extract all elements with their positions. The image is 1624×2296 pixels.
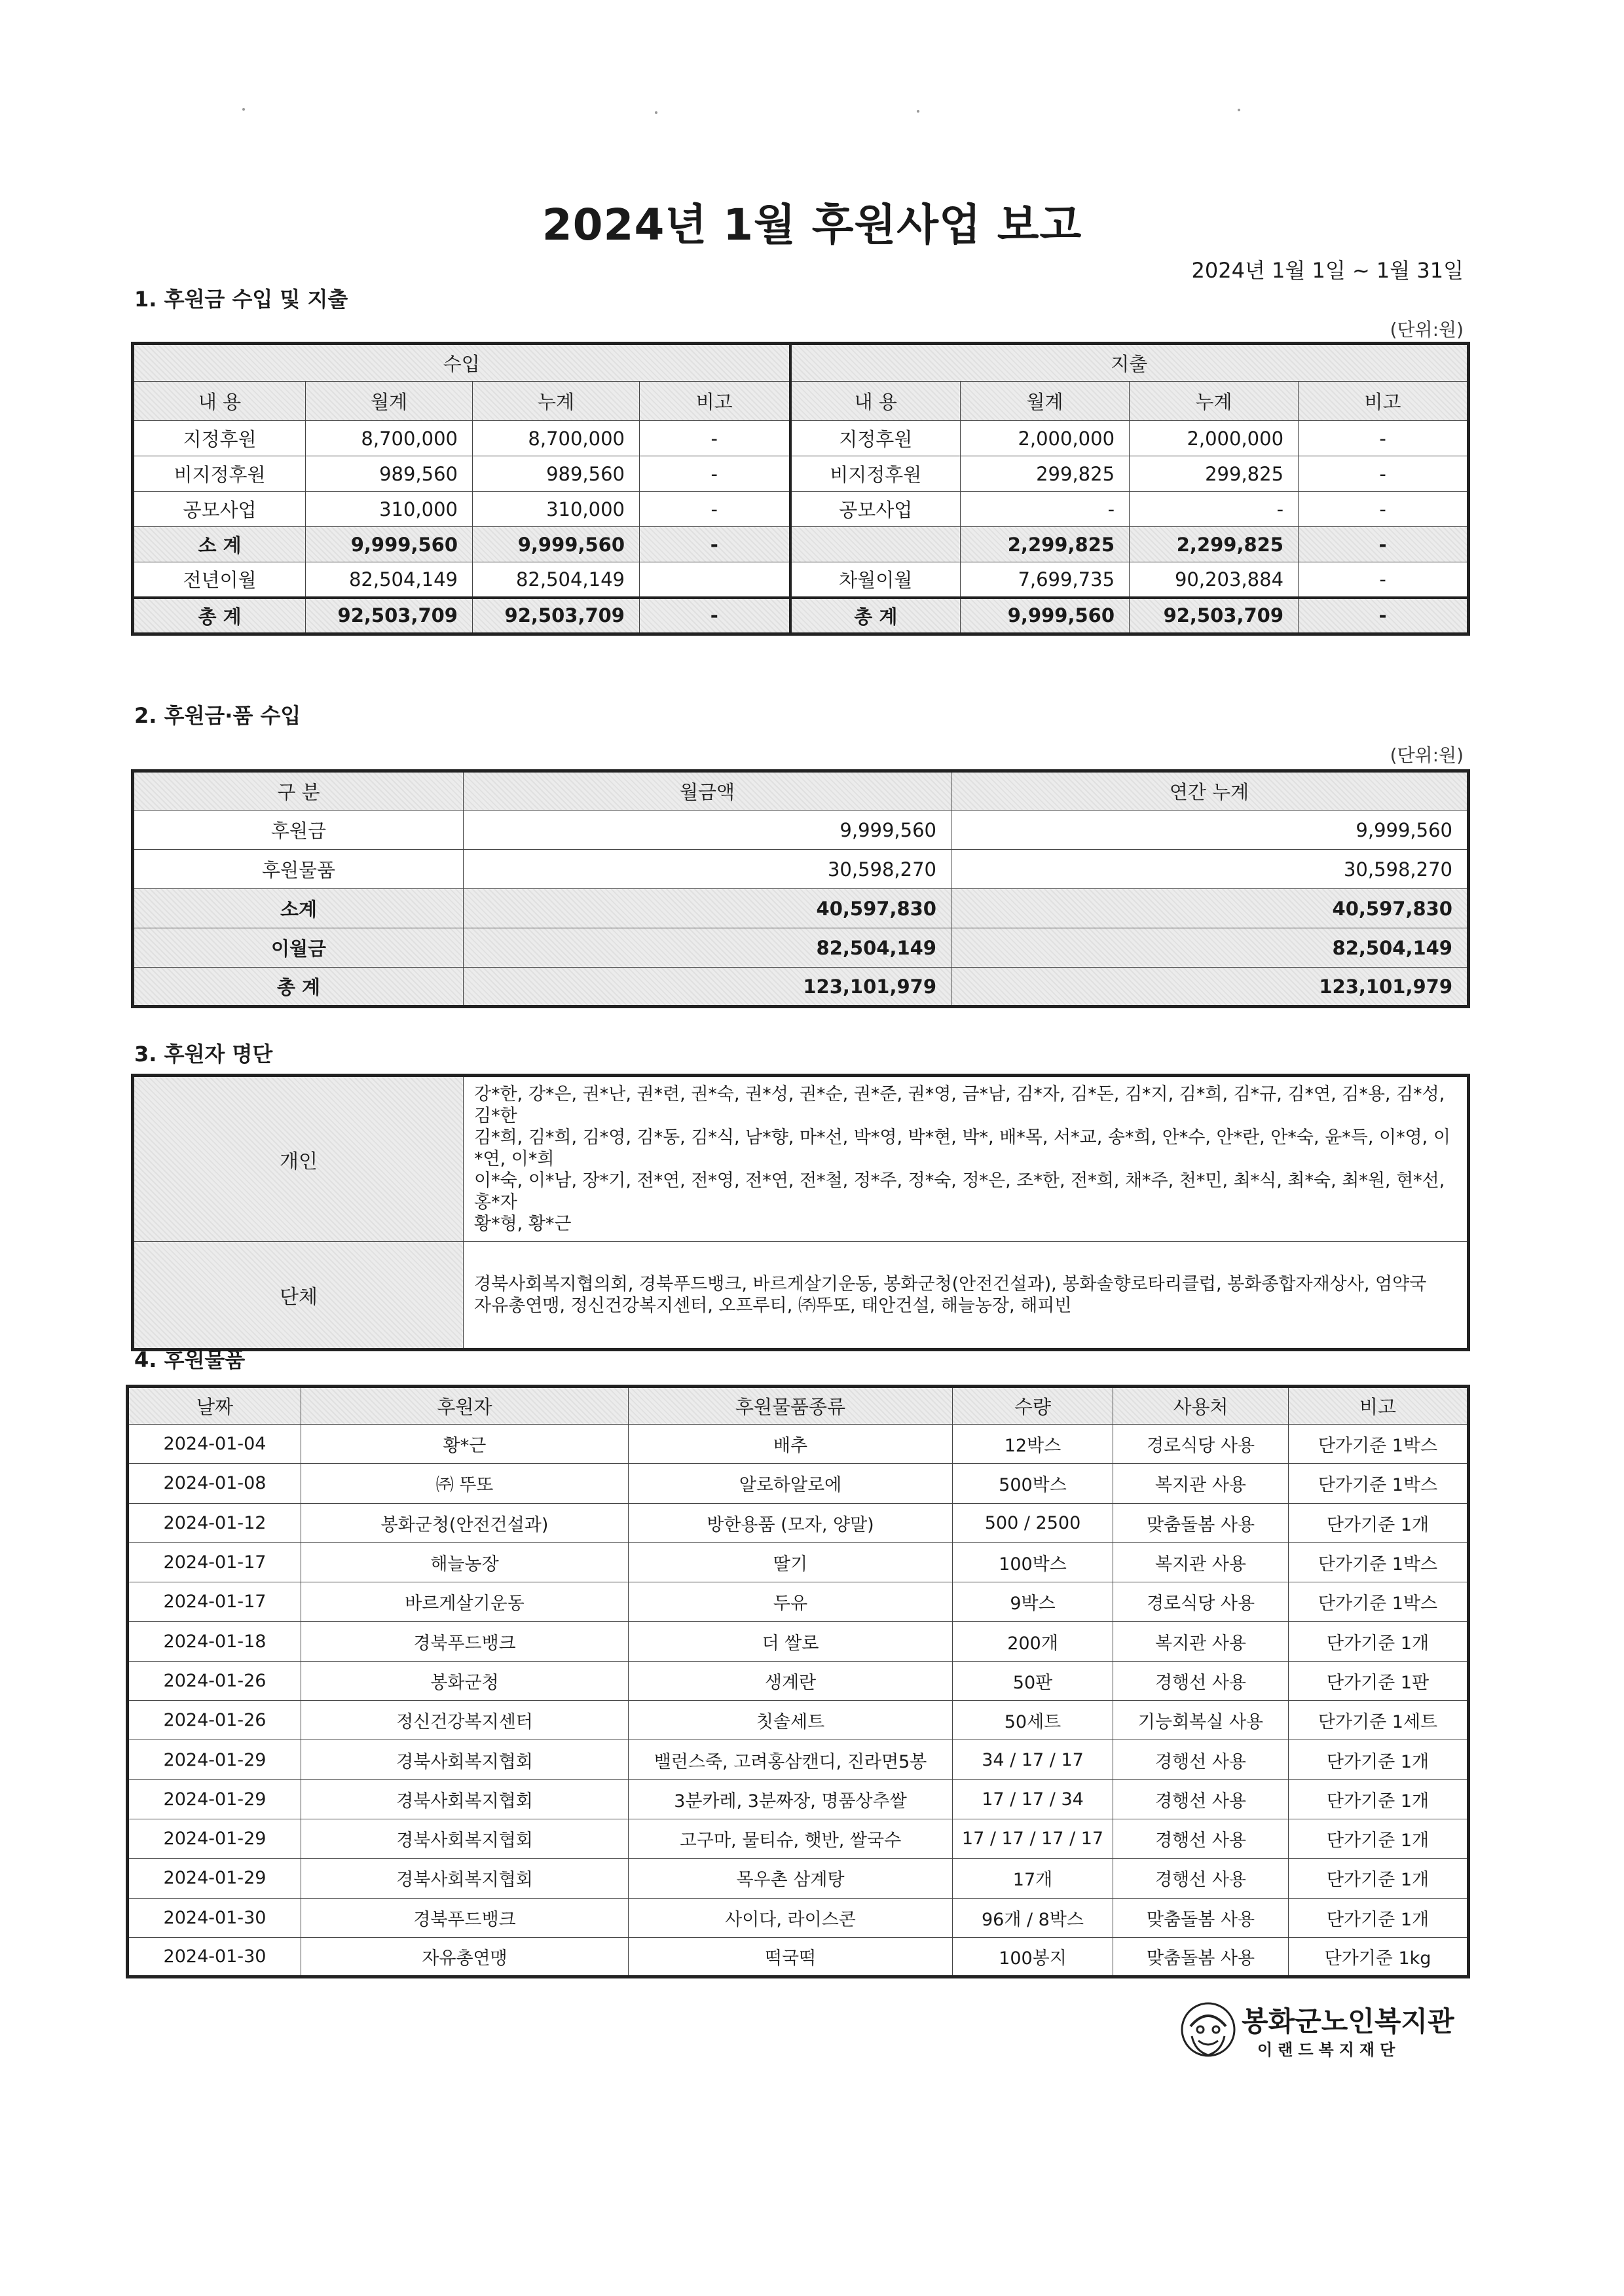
column-header: 월계 <box>961 382 1130 421</box>
table-cell: 공모사업 <box>790 492 961 527</box>
table-cell: 2,299,825 <box>1130 527 1299 562</box>
table-cell: 123,101,979 <box>951 968 1469 1007</box>
table-cell: 떡국떡 <box>629 1937 953 1977</box>
table-cell: 경행선 사용 <box>1113 1661 1289 1700</box>
table-cell: - <box>640 527 790 562</box>
table-cell: 17 / 17 / 17 / 17 <box>953 1819 1113 1858</box>
page-title: 2024년 1월 후원사업 보고 <box>542 200 1082 250</box>
table-cell: 총 계 <box>133 968 464 1007</box>
table-cell: 단가기준 1박스 <box>1289 1425 1469 1464</box>
table-cell: 복지관 사용 <box>1113 1622 1289 1661</box>
table-cell: 299,825 <box>961 456 1130 492</box>
section1-unit: (단위:원) <box>1390 319 1464 340</box>
table-cell: 복지관 사용 <box>1113 1542 1289 1582</box>
column-header: 후원자 <box>301 1387 629 1425</box>
table-cell: - <box>640 421 790 456</box>
table-cell: 황*근 <box>301 1425 629 1464</box>
income-header: 수입 <box>133 344 790 382</box>
individual-names-line: 이*숙, 이*남, 장*기, 전*연, 전*영, 전*연, 전*철, 정*주, 정*숙, 정*은, 조*한, 전*희, 채*주, 천*민, 최*식, 최*숙, 최*원, 현*선, 홍*자 <box>474 1171 1445 1212</box>
table-cell: 9,999,560 <box>464 811 951 850</box>
table-cell: 82,504,149 <box>951 928 1469 968</box>
table-cell: - <box>1299 562 1469 598</box>
table-cell: 50세트 <box>953 1701 1113 1740</box>
table-cell: 2024-01-26 <box>128 1701 301 1740</box>
table-cell: 9,999,560 <box>951 811 1469 850</box>
table-cell: 단가기준 1개 <box>1289 1622 1469 1661</box>
table-row <box>128 1542 1469 1582</box>
table-cell: - <box>961 492 1130 527</box>
table-cell: 총 계 <box>133 598 306 634</box>
table-cell: 정신건강복지센터 <box>301 1701 629 1740</box>
group-label: 단체 <box>133 1242 464 1350</box>
scan-speck <box>917 110 919 113</box>
table-cell: 299,825 <box>1130 456 1299 492</box>
table-row <box>133 562 1469 598</box>
column-header: 구 분 <box>133 771 464 811</box>
table-cell: 목우촌 삼계탕 <box>629 1859 953 1898</box>
table-cell: 2024-01-17 <box>128 1582 301 1622</box>
table-cell <box>790 527 961 562</box>
table-row <box>133 850 1469 889</box>
table-cell: 9,999,560 <box>961 598 1130 634</box>
table-cell: 소 계 <box>133 527 306 562</box>
column-header: 비고 <box>1289 1387 1469 1425</box>
table-cell: 경로식당 사용 <box>1113 1425 1289 1464</box>
table-cell: 2,000,000 <box>961 421 1130 456</box>
table-cell: 경북푸드뱅크 <box>301 1898 629 1937</box>
table-row <box>128 1503 1469 1542</box>
table-cell: 9,999,560 <box>473 527 640 562</box>
table-cell: 17 / 17 / 34 <box>953 1779 1113 1819</box>
table-cell: 2024-01-17 <box>128 1542 301 1582</box>
table-cell: 30,598,270 <box>951 850 1469 889</box>
table-cell: 100봉지 <box>953 1937 1113 1977</box>
group-names <box>464 1242 1469 1350</box>
organization-logo <box>1179 2000 1473 2059</box>
logo-subtitle: 이랜드복지재단 <box>1257 2041 1401 2059</box>
table-row <box>128 1425 1469 1464</box>
table-row <box>128 1819 1469 1858</box>
section4-title: 4. 후원물품 <box>134 1347 246 1372</box>
table-cell: 8,700,000 <box>306 421 473 456</box>
table-cell: 비지정후원 <box>790 456 961 492</box>
table-cell: 단가기준 1박스 <box>1289 1542 1469 1582</box>
table-cell: - <box>1299 492 1469 527</box>
table-cell: 경행선 사용 <box>1113 1819 1289 1858</box>
table-cell: 맞춤돌봄 사용 <box>1113 1898 1289 1937</box>
table-cell: 밸런스죽, 고려홍삼캔디, 진라면5봉 <box>629 1740 953 1779</box>
table-cell: 200개 <box>953 1622 1113 1661</box>
column-header: 후원물품종류 <box>629 1387 953 1425</box>
table-cell: 두유 <box>629 1582 953 1622</box>
table-row <box>128 1779 1469 1819</box>
table-cell: - <box>1299 527 1469 562</box>
table-cell: 2024-01-29 <box>128 1819 301 1858</box>
section2-title: 2. 후원금·품 수입 <box>134 703 301 728</box>
table-cell: - <box>1299 456 1469 492</box>
table-row <box>133 811 1469 850</box>
table-cell: 82,504,149 <box>306 562 473 598</box>
table-cell: 9박스 <box>953 1582 1113 1622</box>
table-cell: 96개 / 8박스 <box>953 1898 1113 1937</box>
table-cell: 92,503,709 <box>473 598 640 634</box>
table-cell: - <box>1130 492 1299 527</box>
table-cell: 2024-01-29 <box>128 1740 301 1779</box>
table-cell <box>640 562 790 598</box>
table-row <box>128 1937 1469 1977</box>
table-cell: 2024-01-30 <box>128 1937 301 1977</box>
table-cell: 총 계 <box>790 598 961 634</box>
table-cell: 3분카레, 3분짜장, 명품상추쌀 <box>629 1779 953 1819</box>
table-cell: 90,203,884 <box>1130 562 1299 598</box>
column-header: 날짜 <box>128 1387 301 1425</box>
donor-list-table <box>131 1074 1470 1351</box>
table-cell: 배추 <box>629 1425 953 1464</box>
individual-names <box>464 1076 1469 1242</box>
expense-header: 지출 <box>790 344 1469 382</box>
donation-income-table <box>131 769 1470 1008</box>
table-cell: 단가기준 1개 <box>1289 1859 1469 1898</box>
scan-speck <box>242 108 245 111</box>
table-row <box>133 598 1469 634</box>
individual-names-line: 황*형, 황*근 <box>474 1214 572 1234</box>
table-cell: 경로식당 사용 <box>1113 1582 1289 1622</box>
table-cell: 단가기준 1판 <box>1289 1661 1469 1700</box>
table-row <box>128 1464 1469 1503</box>
table-cell: 989,560 <box>473 456 640 492</box>
table-row <box>133 421 1469 456</box>
column-header: 수량 <box>953 1387 1113 1425</box>
table-cell: 2,000,000 <box>1130 421 1299 456</box>
table-cell: 기능회복실 사용 <box>1113 1701 1289 1740</box>
table-cell: - <box>640 598 790 634</box>
table-cell: 17개 <box>953 1859 1113 1898</box>
table-cell: 후원금 <box>133 811 464 850</box>
table-row <box>133 527 1469 562</box>
column-header: 연간 누계 <box>951 771 1469 811</box>
table-cell: 단가기준 1개 <box>1289 1898 1469 1937</box>
table-cell: 2024-01-12 <box>128 1503 301 1542</box>
table-cell: 칫솔세트 <box>629 1701 953 1740</box>
table-row <box>128 1898 1469 1937</box>
table-cell: 바르게살기운동 <box>301 1582 629 1622</box>
table-cell: 8,700,000 <box>473 421 640 456</box>
section2-unit: (단위:원) <box>1390 744 1464 766</box>
table-cell: 단가기준 1박스 <box>1289 1464 1469 1503</box>
table-cell: 경북사회복지협회 <box>301 1859 629 1898</box>
table-cell: 82,504,149 <box>464 928 951 968</box>
table-cell: 방한용품 (모자, 양말) <box>629 1503 953 1542</box>
table-cell: 생계란 <box>629 1661 953 1700</box>
table-cell: 123,101,979 <box>464 968 951 1007</box>
table-cell: - <box>640 456 790 492</box>
report-period: 2024년 1월 1일 ~ 1월 31일 <box>1191 258 1464 283</box>
table-cell: 맞춤돌봄 사용 <box>1113 1937 1289 1977</box>
table-cell: - <box>1299 421 1469 456</box>
table-cell: 사이다, 라이스콘 <box>629 1898 953 1937</box>
column-header: 월계 <box>306 382 473 421</box>
table-cell: 더 쌀로 <box>629 1622 953 1661</box>
table-cell: 989,560 <box>306 456 473 492</box>
table-cell: 복지관 사용 <box>1113 1464 1289 1503</box>
table-cell: 고구마, 물티슈, 햇반, 쌀국수 <box>629 1819 953 1858</box>
table-cell: 경행선 사용 <box>1113 1859 1289 1898</box>
column-header: 사용처 <box>1113 1387 1289 1425</box>
table-cell: 경행선 사용 <box>1113 1779 1289 1819</box>
table-cell: 단가기준 1개 <box>1289 1779 1469 1819</box>
income-expense-table <box>131 342 1470 636</box>
column-header: 누계 <box>473 382 640 421</box>
table-cell: 단가기준 1kg <box>1289 1937 1469 1977</box>
scan-speck <box>1238 109 1240 111</box>
table-row <box>133 889 1469 928</box>
table-cell: 경북사회복지협회 <box>301 1740 629 1779</box>
table-cell: 12박스 <box>953 1425 1113 1464</box>
table-row <box>128 1582 1469 1622</box>
table-cell: 82,504,149 <box>473 562 640 598</box>
table-cell: 단가기준 1개 <box>1289 1740 1469 1779</box>
column-header: 비고 <box>1299 382 1469 421</box>
table-cell: 2,299,825 <box>961 527 1130 562</box>
table-cell: 2024-01-29 <box>128 1779 301 1819</box>
table-cell: 봉화군청 <box>301 1661 629 1700</box>
table-row <box>133 492 1469 527</box>
table-cell: 2024-01-18 <box>128 1622 301 1661</box>
table-cell: 40,597,830 <box>464 889 951 928</box>
column-header: 내 용 <box>790 382 961 421</box>
table-cell: 단가기준 1개 <box>1289 1503 1469 1542</box>
table-cell: 100박스 <box>953 1542 1113 1582</box>
table-cell: 봉화군청(안전건설과) <box>301 1503 629 1542</box>
table-cell: 경북푸드뱅크 <box>301 1622 629 1661</box>
scan-speck <box>655 111 657 114</box>
table-cell: 40,597,830 <box>951 889 1469 928</box>
table-cell: 경행선 사용 <box>1113 1740 1289 1779</box>
table-cell: 해늘농장 <box>301 1542 629 1582</box>
table-cell: ㈜ 뚜또 <box>301 1464 629 1503</box>
table-cell: 9,999,560 <box>306 527 473 562</box>
table-cell: 92,503,709 <box>306 598 473 634</box>
individual-label: 개인 <box>133 1076 464 1242</box>
table-cell: 2024-01-08 <box>128 1464 301 1503</box>
table-cell: 92,503,709 <box>1130 598 1299 634</box>
group-names-line: 자유총연맹, 정신건강복지센터, 오프루티, ㈜뚜또, 태안건설, 해늘농장, 해피빈 <box>474 1296 1072 1316</box>
table-cell: 단가기준 1세트 <box>1289 1701 1469 1740</box>
table-cell: 지정후원 <box>790 421 961 456</box>
table-cell: 310,000 <box>473 492 640 527</box>
individual-names-line: 김*희, 김*희, 김*영, 김*동, 김*식, 남*향, 마*선, 박*영, 박*현, 박*, 배*목, 서*교, 송*희, 안*수, 안*란, 안*숙, 윤*득, 이*영, 이*연, 이*희 <box>474 1127 1450 1169</box>
table-row <box>128 1622 1469 1661</box>
donated-goods-table <box>126 1385 1470 1978</box>
table-cell: 딸기 <box>629 1542 953 1582</box>
table-row <box>133 968 1469 1007</box>
table-cell: 30,598,270 <box>464 850 951 889</box>
table-cell: 310,000 <box>306 492 473 527</box>
table-cell: - <box>640 492 790 527</box>
table-cell: 2024-01-29 <box>128 1859 301 1898</box>
table-cell: 2024-01-26 <box>128 1661 301 1700</box>
table-cell: 2024-01-04 <box>128 1425 301 1464</box>
column-header: 내 용 <box>133 382 306 421</box>
table-cell: 비지정후원 <box>133 456 306 492</box>
section1-title: 1. 후원금 수입 및 지출 <box>134 287 348 312</box>
individual-names-line: 강*한, 강*은, 권*난, 권*련, 권*숙, 권*성, 권*순, 권*준, 권*영, 금*남, 김*자, 김*돈, 김*지, 김*희, 김*규, 김*연, 김*용, 김*성, 김*한 <box>474 1084 1445 1126</box>
table-row <box>133 928 1469 968</box>
table-row <box>128 1740 1469 1779</box>
table-cell: 7,699,735 <box>961 562 1130 598</box>
elder-face-icon <box>1179 2000 1238 2059</box>
column-header: 비고 <box>640 382 790 421</box>
table-cell: 500 / 2500 <box>953 1503 1113 1542</box>
table-cell: 34 / 17 / 17 <box>953 1740 1113 1779</box>
table-cell: 전년이월 <box>133 562 306 598</box>
table-cell: 차월이월 <box>790 562 961 598</box>
table-cell: 맞춤돌봄 사용 <box>1113 1503 1289 1542</box>
table-cell: 자유총연맹 <box>301 1937 629 1977</box>
table-cell: - <box>1299 598 1469 634</box>
table-cell: 후원물품 <box>133 850 464 889</box>
column-header: 누계 <box>1130 382 1299 421</box>
table-cell: 알로하알로에 <box>629 1464 953 1503</box>
table-row <box>128 1701 1469 1740</box>
logo-name: 봉화군노인복지관 <box>1242 2005 1454 2037</box>
table-cell: 경북사회복지협회 <box>301 1779 629 1819</box>
group-names-line: 경북사회복지협의회, 경북푸드뱅크, 바르게살기운동, 봉화군청(안전건설과), 봉화솔향로타리클럽, 봉화종합자재상사, 엄약국 <box>474 1274 1427 1294</box>
table-row <box>133 456 1469 492</box>
table-cell: 2024-01-30 <box>128 1898 301 1937</box>
table-row <box>128 1661 1469 1700</box>
table-cell: 지정후원 <box>133 421 306 456</box>
table-cell: 500박스 <box>953 1464 1113 1503</box>
table-cell: 단가기준 1박스 <box>1289 1582 1469 1622</box>
table-cell: 경북사회복지협회 <box>301 1819 629 1858</box>
section3-title: 3. 후원자 명단 <box>134 1042 273 1066</box>
table-cell: 50판 <box>953 1661 1113 1700</box>
table-cell: 단가기준 1개 <box>1289 1819 1469 1858</box>
table-row <box>128 1859 1469 1898</box>
column-header: 월금액 <box>464 771 951 811</box>
table-cell: 이월금 <box>133 928 464 968</box>
table-cell: 공모사업 <box>133 492 306 527</box>
table-cell: 소계 <box>133 889 464 928</box>
